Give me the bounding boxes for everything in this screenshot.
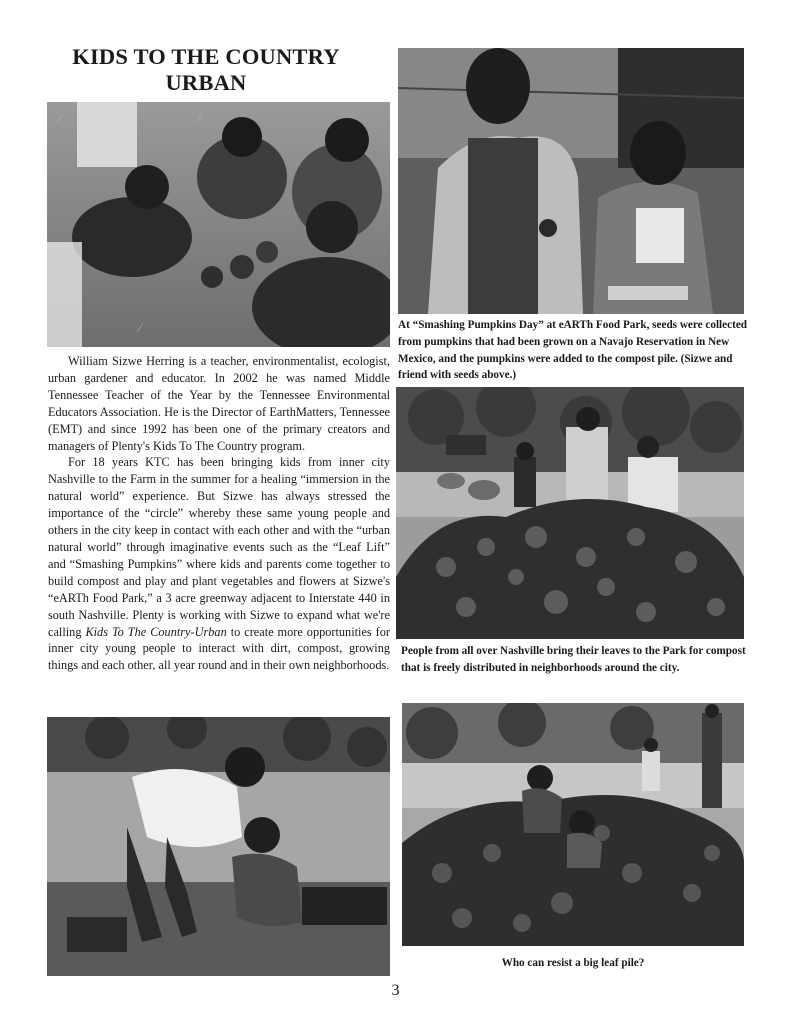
paragraph-2-text: For 18 years KTC has been bringing kids from inner city Nashville to the Farm in the summer for a healing “immersion in the natural world” experience. But Sizwe has always stressed the importance of the “circle” whereby these same young people and others in the city keep in contact with each other and with the “urban natural world” through imaginative events such as the “Leaf Lift” and “Smashing Pumpkins” where kids and parents come together to build compost and play and plant vegetables and flowers at Sizwe's “eARTh Food Park,” a 3 acre greenway adjacent to Interstate 440 in south Nashville. Plenty is working with Sizwe to expand what we're calling [48,455,390,639]
program-name-italic: Kids To The Country-Urban [85,624,227,639]
paragraph-2-tail: to create more opportunities for inner city young people to interact with dirt, compost, growing things and each other, all year round and in their own neighborhoods. [48,624,391,673]
photo-leaf-collection [396,387,744,639]
photo-woman-child-planting [47,717,390,976]
photo-kids-planting [47,102,390,347]
title-line-1: KIDS TO THE COUNTRY [72,44,340,69]
caption-leaf-pile: Who can resist a big leaf pile? [501,957,645,969]
title-line-2: URBAN [165,70,247,95]
caption-pumpkins: At “Smashing Pumpkins Day” at eARTh Food Park, seeds were collected from pumpkins that had been grown on a Navajo Reservation in New Mexico, and the pumpkins were added to the compost pile. (Sizwe and friend with seeds above.) [398,319,748,382]
photo-kids-in-leaf-pile [402,703,744,946]
page-number: 3 [391,982,400,999]
caption-leaves: People from all over Nashville bring their leaves to the Park for compost that is freely distributed in neighborhoods around the city. [401,645,746,674]
article-title [48,44,364,96]
paragraph-1: William Sizwe Herring is a teacher, environmentalist, ecologist, urban gardener and educator. In 2002 he was named Middle Tennessee Teacher of the Year by the Tennessee Environmental Educators Association. He is the Director of EarthMatters, Tennessee (EMT) and since 1992 has been one of the primary creators and managers of Plenty's Kids To The Country program. [48,354,390,453]
paragraph-2 [48,454,390,674]
article-body [48,353,390,674]
photo-sizwe-with-seeds [398,48,744,314]
